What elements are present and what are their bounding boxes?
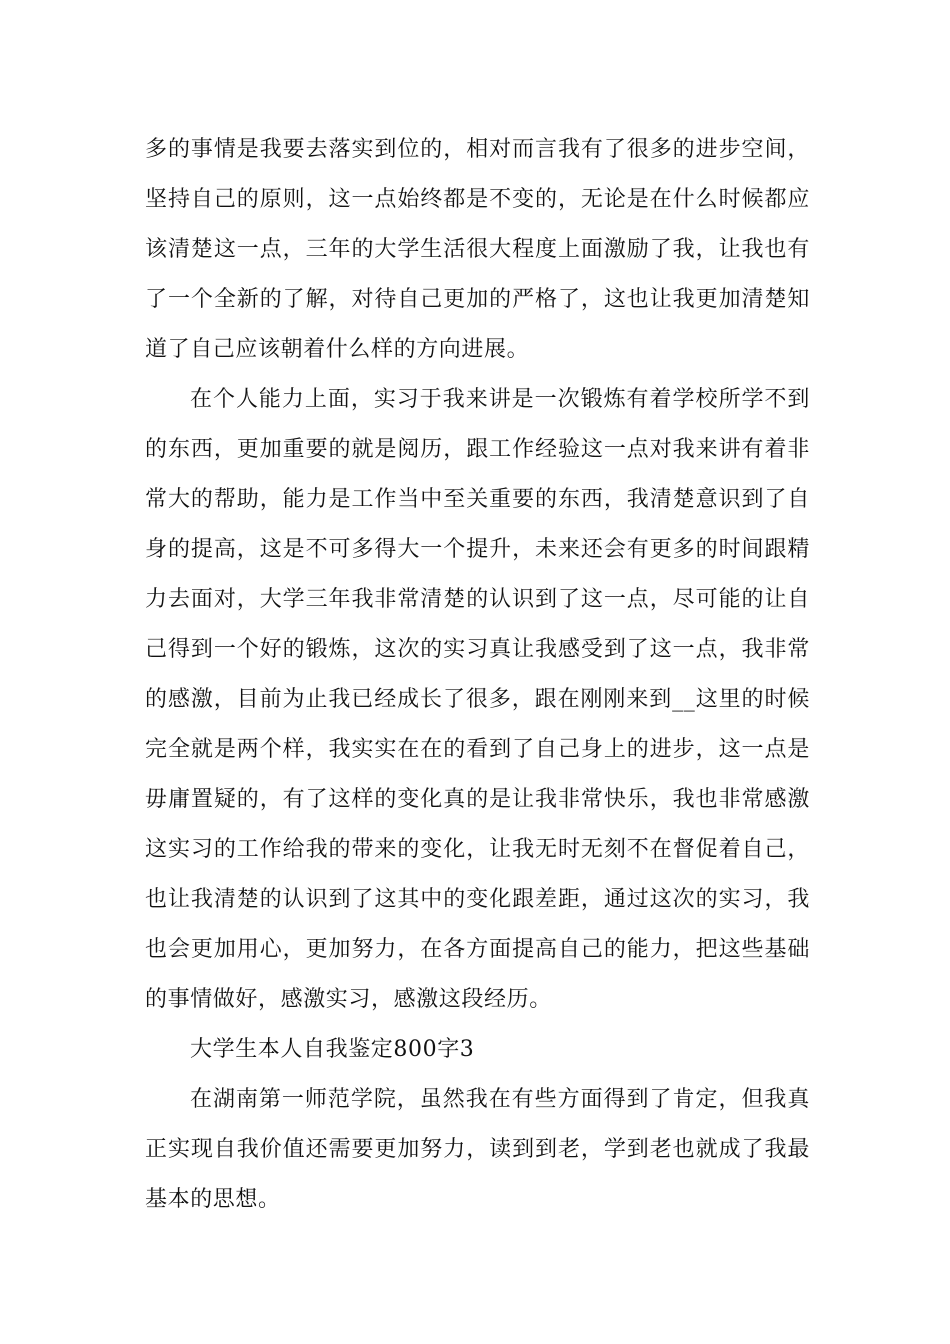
section-heading: 大学生本人自我鉴定800字3	[190, 1037, 475, 1062]
paragraph-continued: 多的事情是我要去落实到位的，相对而言我有了很多的进步空间，坚持自己的原则，这一点始终都是不变的，无论是在什么时候都应该清楚这一点，三年的大学生活很大程度上面激励了我，让我也有了一个全新的了解，对待自己更加的严格了，这也让我更加清楚知道了自己应该朝着什么样的方向进展。	[145, 137, 810, 362]
paragraph-ability: 在个人能力上面，实习于我来讲是一次锻炼有着学校所学不到的东西，更加重要的就是阅历，跟工作经验这一点对我来讲有着非常大的帮助，能力是工作当中至关重要的东西，我清楚意识到了自身的提高，这是不可多得大一个提升，未来还会有更多的时间跟精力去面对，大学三年我非常清楚的认识到了这一点，尽可能的让自己得到一个好的锻炼，这次的实习真让我感受到了这一点，我非常的感激，目前为止我已经成长了很多，跟在刚刚来到__这里的时候完全就是两个样，我实实在在的看到了自己身上的进步，这一点是毋庸置疑的，有了这样的变化真的是让我非常快乐，我也非常感激这实习的工作给我的带来的变化，让我无时无刻不在督促着自己，也让我清楚的认识到了这其中的变化跟差距，通过这次的实习，我也会更加用心，更加努力，在各方面提高自己的能力，把这些基础的事情做好，感激实习，感激这段经历。	[145, 387, 810, 1012]
document-body	[145, 125, 810, 1225]
paragraph-final: 在湖南第一师范学院，虽然我在有些方面得到了肯定，但我真正实现自我价值还需要更加努力，读到到老，学到老也就成了我最基本的思想。	[145, 1087, 810, 1212]
